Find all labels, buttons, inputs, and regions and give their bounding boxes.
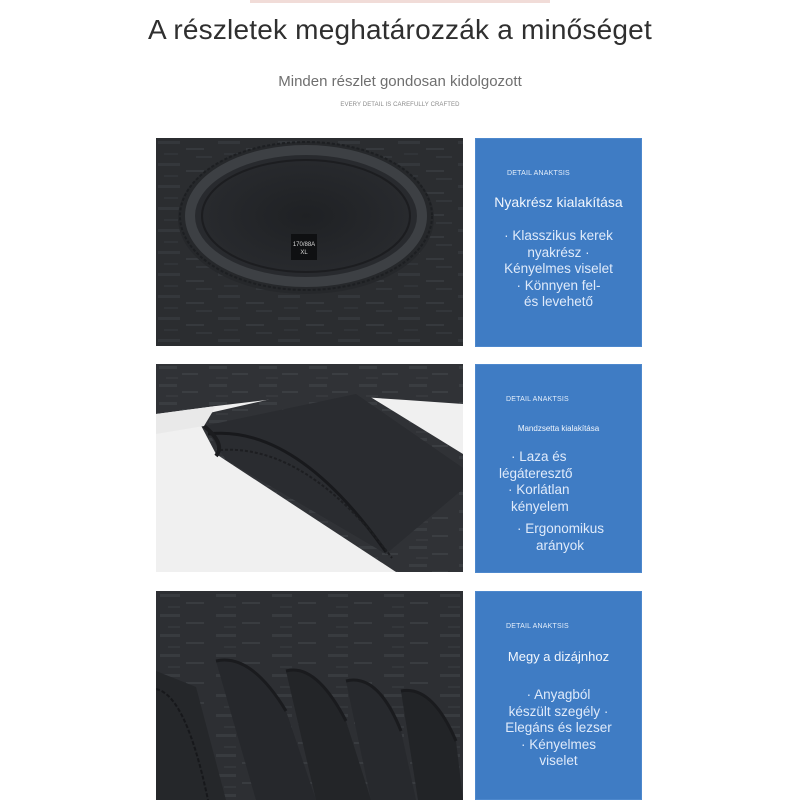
panel-heading: Mandzsetta kialakítása — [517, 424, 600, 433]
page-tagline: EVERY DETAIL IS CAREFULLY CRAFTED — [340, 102, 460, 108]
panel-heading: Megy a dizájnhoz — [507, 649, 610, 664]
panel-line: · Ergonomikus — [517, 521, 605, 536]
page-subtitle: Minden részlet gondosan kidolgozott — [278, 73, 522, 90]
panel-line: viselet — [539, 753, 578, 768]
panel-tag: DETAIL ANAKTSIS — [507, 170, 570, 177]
panel-line: · Könnyen fel- — [516, 277, 601, 293]
panel-tag: DETAIL ANAKTSIS — [506, 396, 569, 403]
detail-panel-hem — [475, 591, 642, 800]
detail-panel-neckline — [475, 138, 642, 347]
panel-body — [475, 228, 642, 311]
panel-line: nyakrész · — [527, 244, 590, 260]
panel-line: · Kényelmes — [520, 736, 597, 752]
cuff-photo — [156, 364, 463, 572]
panel-line: Elegáns és lezser — [505, 720, 612, 735]
panel-heading: Nyakrész kialakítása — [494, 194, 623, 210]
panel-body — [475, 687, 642, 770]
panel-line: · Klasszikus kerek — [504, 228, 613, 243]
panel-line: arányok — [536, 537, 585, 553]
panel-line: és levehető — [523, 294, 594, 309]
panel-line: kényelem — [511, 498, 569, 514]
panel-body — [475, 449, 642, 554]
panel-line: · Laza és — [511, 449, 567, 464]
panel-line: légáteresztő — [499, 465, 573, 481]
panel-line: készült szegély · — [508, 703, 609, 719]
hem-photo — [156, 591, 463, 800]
panel-line: · Korlátlan — [508, 482, 570, 497]
panel-tag: DETAIL ANAKTSIS — [506, 623, 569, 630]
size-label-code: 170/88A — [292, 242, 316, 248]
panel-line: · Anyagból — [526, 687, 591, 702]
page-title: A részletek meghatározzák a minőséget — [148, 14, 652, 45]
neckline-photo — [156, 138, 463, 346]
detail-panel-cuff — [475, 364, 642, 573]
top-accent-strip — [250, 0, 550, 3]
size-label-size: XL — [300, 250, 308, 256]
panel-line: Kényelmes viselet — [504, 261, 613, 276]
